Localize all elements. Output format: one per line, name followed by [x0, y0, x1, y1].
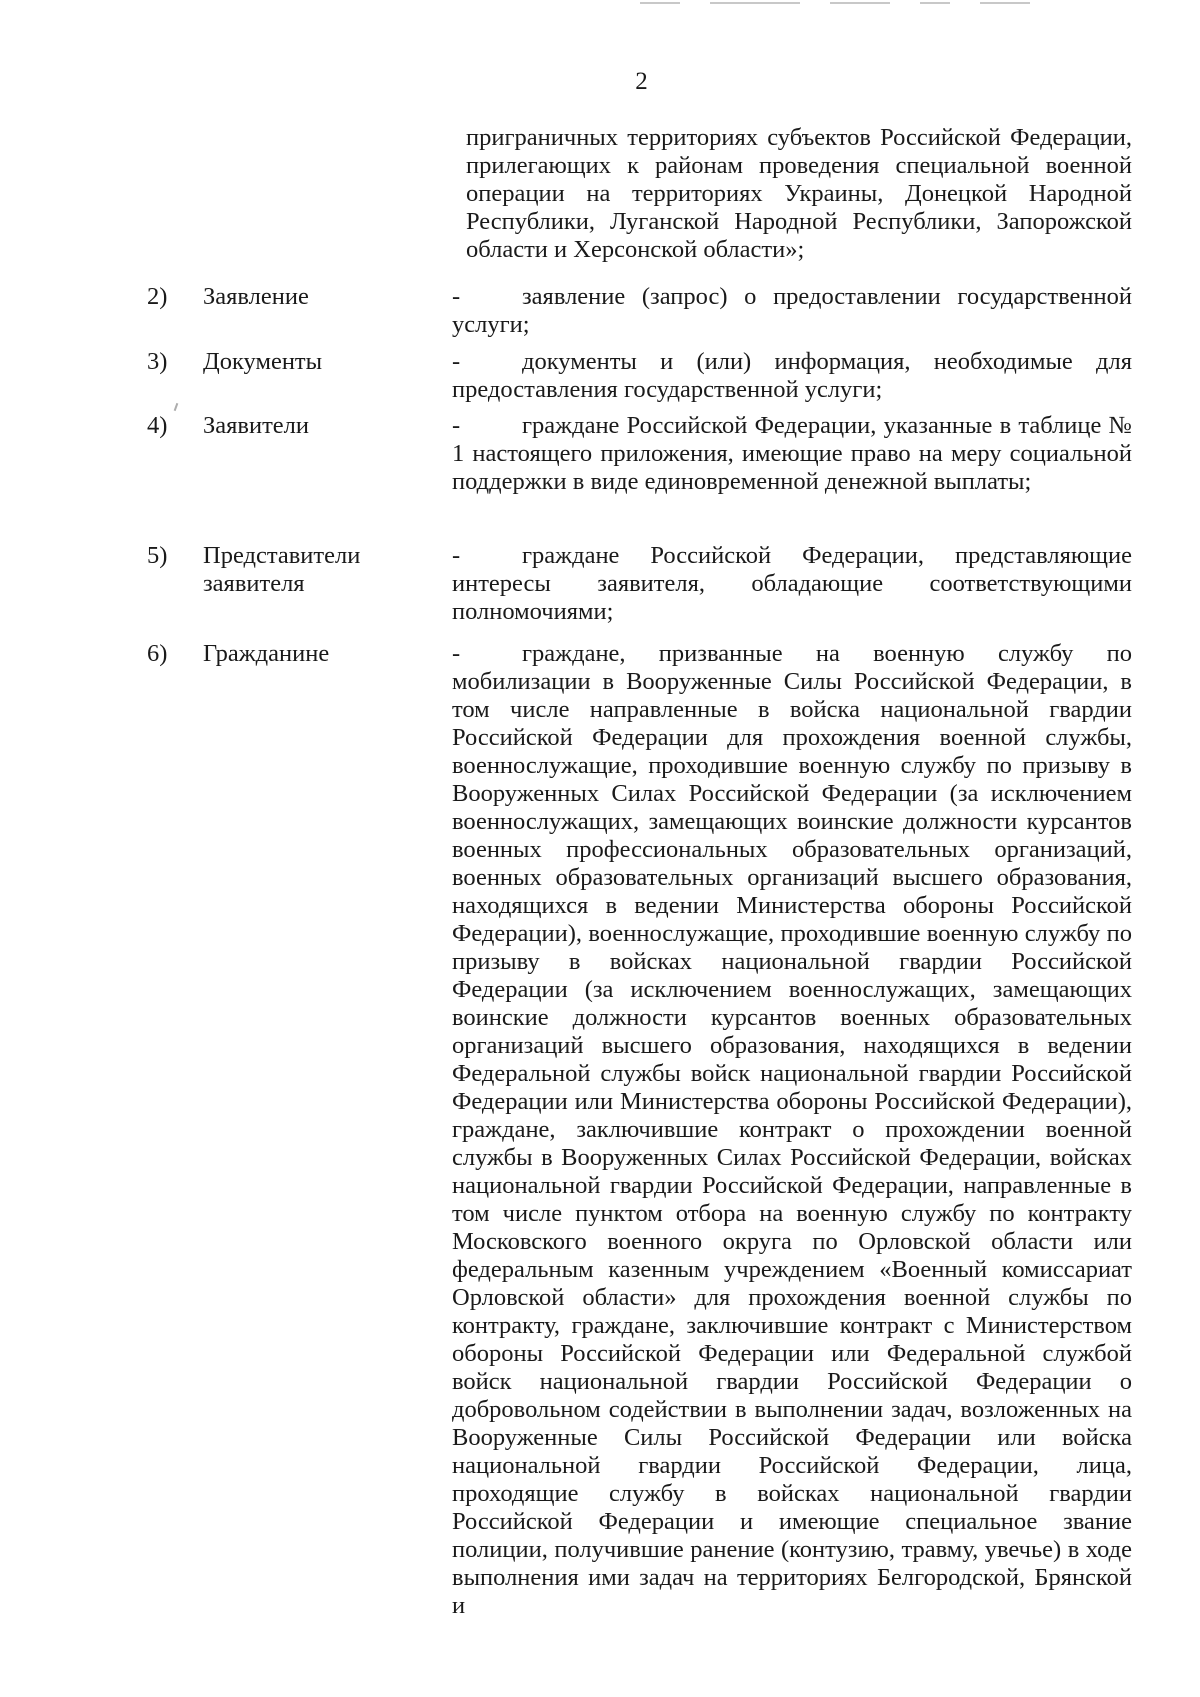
term-name: Заявители	[203, 412, 310, 439]
term-name: Заявление	[203, 283, 309, 310]
dash-marker: -	[452, 412, 461, 439]
dash-marker: -	[452, 542, 461, 569]
term-definition-text: заявление (запрос) о предоставлении государственной услуги;	[452, 283, 1132, 338]
term-number: 2)	[147, 283, 168, 310]
term-definition	[452, 283, 1132, 339]
term-definition-text: граждане Российской Федерации, представляющие интересы заявителя, обладающие соответствующими полномочиями;	[452, 542, 1132, 625]
dash-marker: -	[452, 283, 461, 310]
term-definition	[452, 542, 1132, 626]
term-number: 3)	[147, 348, 168, 375]
term-definition-text: граждане, призванные на военную службу по мобилизации в Вооруженные Силы Российской Федерации, в том числе направленные в войска национальной гвардии Российской Федерации для прохождения военной службы, военнослужащие, проходившие военную службу по призыву в Вооруженных Силах Российской Федерации (за исключением военнослужащих, замещающих воинские должности курсантов военных профессиональных образовательных организаций, военных образовательных организаций высшего образования, находящихся в ведении Министерства обороны Российской Федерации), военнослужащие, проходившие военную службу по призыву в войсках национальной гвардии Российской Федерации (за исключением военнослужащих, замещающих воинские должности курсантов военных образовательных организаций высшего образования, находящихся в ведении Федеральной службы войск национальной гвардии Российской Федерации или Министерства обороны Российской Федерации), граждане, заключившие контракт о прохождении военной службы в Вооруженных Силах Российской Федерации, войсках национальной гвардии Российской Федерации, направленные в том числе пунктом отбора на военную службу по контракту Московского военного округа по Орловской области или федеральным казенным учреждением «Военный комиссариат Орловской области» для прохождения военной службы по контракту, граждане, заключившие контракт с Министерством обороны Российской Федерации или Федеральной службой войск национальной гвардии Российской Федерации о добровольном содействии в выполнении задач, возложенных на Вооруженные Силы Российской Федерации или войска национальной гвардии Российской Федерации, лица, проходящие службу в войсках национальной гвардии Российской Федерации и имеющие специальное звание полиции, получившие ранение (контузию, травму, увечье) в ходе выполнения ими задач на территориях Белгородской, Брянской и	[452, 640, 1132, 1619]
term-definition	[452, 640, 1132, 1620]
term-definition-text: граждане Российской Федерации, указанные в таблице № 1 настоящего приложения, имеющие право на меру социальной поддержки в виде единовременной денежной выплаты;	[452, 412, 1132, 495]
term-number: 5)	[147, 542, 168, 569]
dash-marker: -	[452, 348, 461, 375]
term-number: 4)	[147, 412, 168, 439]
scan-mark	[174, 403, 179, 411]
page-number: 2	[635, 68, 648, 95]
term-definition	[452, 412, 1132, 496]
term-definition	[452, 348, 1132, 404]
term-definition-text: документы и (или) информация, необходимые для предоставления государственной услуги;	[452, 348, 1132, 403]
term-name: Представители заявителя	[203, 542, 361, 597]
dash-marker: -	[452, 640, 461, 667]
term-number: 6)	[147, 640, 168, 667]
term-name: Документы	[203, 348, 323, 375]
intro-continuation: приграничных территориях субъектов Российской Федерации, прилегающих к районам проведения специальной военной операции на территориях Украины, Донецкой Народной Республики, Луганской Народной Республики, Запорожской области и Херсонской области»;	[466, 124, 1132, 263]
scan-artifact	[640, 2, 1060, 8]
term-name: Гражданине	[203, 640, 330, 667]
